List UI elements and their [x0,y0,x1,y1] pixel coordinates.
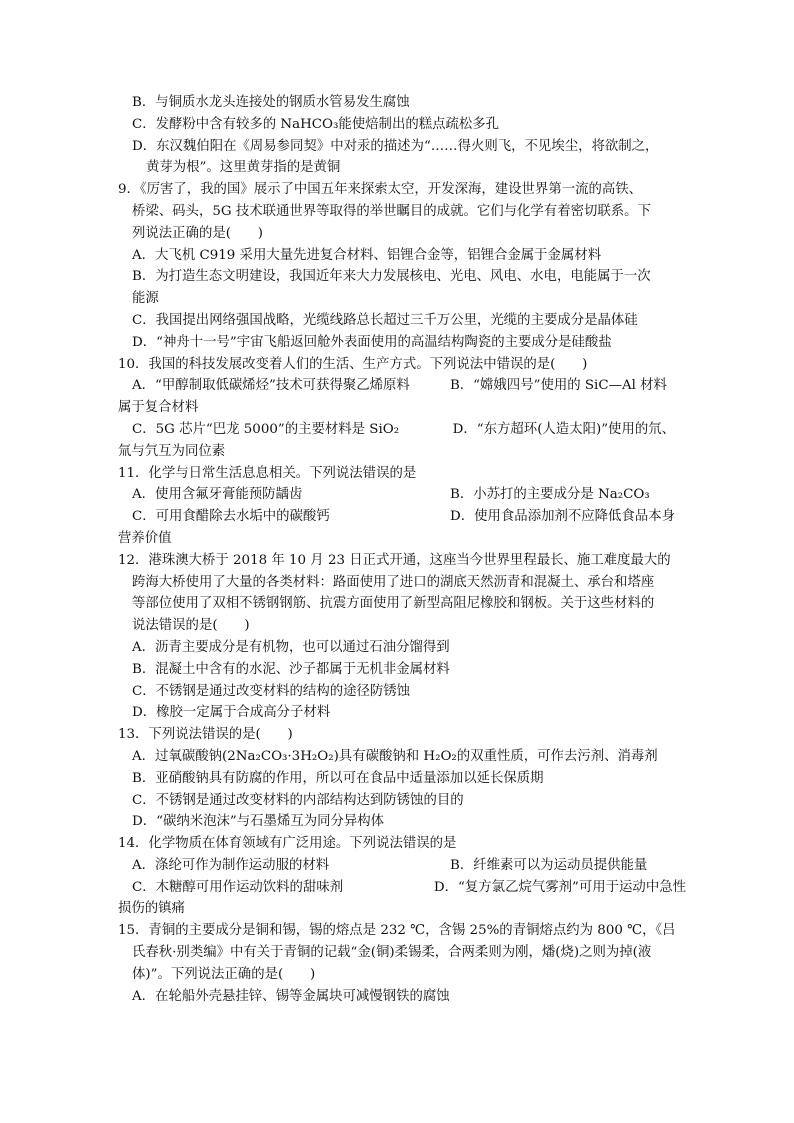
text-line: 跨海大桥使用了大量的各类材料：路面使用了进口的湖底天然沥青和混凝土、承台和塔座 [132,574,655,590]
text-line: 9．《厉害了，我的国》展示了中国五年来探索太空，开发深海，建设世界第一流的高铁、 [118,182,643,198]
text-line: A．过氧碳酸钠(2Na₂CO₃·3H₂O₂)具有碳酸钠和 H₂O₂的双重性质，可作去污剂、消毒剂 [132,748,658,764]
text-line: 营养价值 [118,530,172,546]
text-line: A．在轮船外壳悬挂锌、锡等金属块可减慢钢铁的腐蚀 [132,988,450,1004]
text-line: 列说法正确的是( ) [132,225,263,241]
text-line: C．5G 芯片“巴龙 5000”的主要材料是 SiO₂ D．“东方超环(人造太阳)”使用的氘、 [132,421,676,437]
text-line [118,877,686,899]
text-line: D．“碳纳米泡沫”与石墨烯互为同分异构体 [132,814,385,830]
text-line: B．与铜质水龙头连接处的钢质水管易发生腐蚀 [132,95,410,110]
text-line: 14．化学物质在体育领域有广泛用途。下列说法错误的是 [118,836,457,852]
text-line: A．大飞机 C919 采用大量先进复合材料、铝锂合金等，铝锂合金属于金属材料 [132,247,602,263]
option-left: A．涤纶可作为制作运动服的材料 [132,857,330,873]
text-line: 黄芽为根”。这里黄芽指的是黄铜 [146,160,341,176]
text-line: B．亚硝酸钠具有防腐的作用，所以可在食品中适量添加以延长保质期 [132,770,544,786]
text-line: 氚与氕互为同位素 [118,443,226,459]
text-line [118,484,686,506]
text-line: 属于复合材料 [118,400,199,416]
text-line: 能源 [132,291,159,307]
text-line: A．“甲醇制取低碳烯烃”技术可获得聚乙烯原料 B．“嫦娥四号”使用的 SiC—Al 材料 [132,378,667,394]
text-line: 体)”。下列说法正确的是( ) [132,966,316,982]
text-line: 等部位使用了双相不锈钢钢筋、抗震方面使用了新型高阻尼橡胶和钢板。关于这些材料的 [132,596,655,612]
text-line: 13．下列说法错误的是( ) [118,727,293,743]
text-line: D．“神舟十一号”宇宙飞船返回舱外表面使用的高温结构陶瓷的主要成分是硅酸盐 [132,334,612,350]
option-left: A．使用含氟牙膏能预防龋齿 [132,487,303,503]
text-line: B．混凝土中含有的水泥、沙子都属于无机非金属材料 [132,661,450,677]
text-line: 12．港珠澳大桥于 2018 年 10 月 23 日正式开通，这座当今世界里程最长、施工难度最大的 [118,552,671,568]
text-line [118,506,686,528]
text-line: 氏春秋·别类编》中有关于青铜的记载“金(铜)柔锡柔，合两柔则为刚，燔(烧)之则为掉(液 [132,945,652,961]
text-line: 说法错误的是( ) [132,618,250,634]
text-line: 桥梁、码头，5G 技术联通世界等取得的举世瞩目的成就。它们与化学有着密切联系。下 [132,203,651,219]
text-line: D．东汉魏伯阳在《周易参同契》中对汞的描述为“……得火则飞，不见埃尘，将欲制之， [132,138,659,154]
option-left: C．可用食醋除去水垢中的碳酸钙 [132,509,330,525]
text-line: B．为打造生态文明建设，我国近年来大力发展核电、光电、风电、水电，电能属于一次 [132,269,651,285]
option-right: D．“复方氯乙烷气雾剂”可用于运动中急性 [433,879,686,895]
option-right: B．纤维素可以为运动员提供能量 [450,857,648,873]
option-left: C．木糖醇可用作运动饮料的甜味剂 [132,879,344,895]
text-line: 11．化学与日常生活息息相关。下列说法错误的是 [118,465,417,481]
text-line: 损伤的镇痛 [118,901,185,917]
text-line: D．橡胶一定属于合成高分子材料 [132,705,331,721]
text-line: 10．我国的科技发展改变着人们的生活、生产方式。下列说法中错误的是( ) [118,356,588,372]
text-line: C．不锈钢是通过改变材料的结构的途径防锈蚀 [132,683,411,699]
text-line: C．不锈钢是通过改变材料的内部结构达到防锈蚀的目的 [132,792,464,808]
text-line: C．发酵粉中含有较多的 NaHCO₃能使焙制出的糕点疏松多孔 [132,116,500,132]
text-line [118,855,686,877]
document-body [118,92,686,1007]
text-line: C．我国提出网络强国战略，光缆线路总长超过三千万公里，光缆的主要成分是晶体硅 [132,312,638,328]
text-line: A．沥青主要成分是有机物，也可以通过石油分馏得到 [132,639,450,655]
option-right: D．使用食品添加剂不应降低食品本身 [450,509,675,525]
text-line: 15．青铜的主要成分是铜和锡，锡的熔点是 232 ℃，含锡 25%的青铜熔点约为 800 ℃，《吕 [118,923,676,939]
option-right: B．小苏打的主要成分是 Na₂CO₃ [450,487,650,503]
